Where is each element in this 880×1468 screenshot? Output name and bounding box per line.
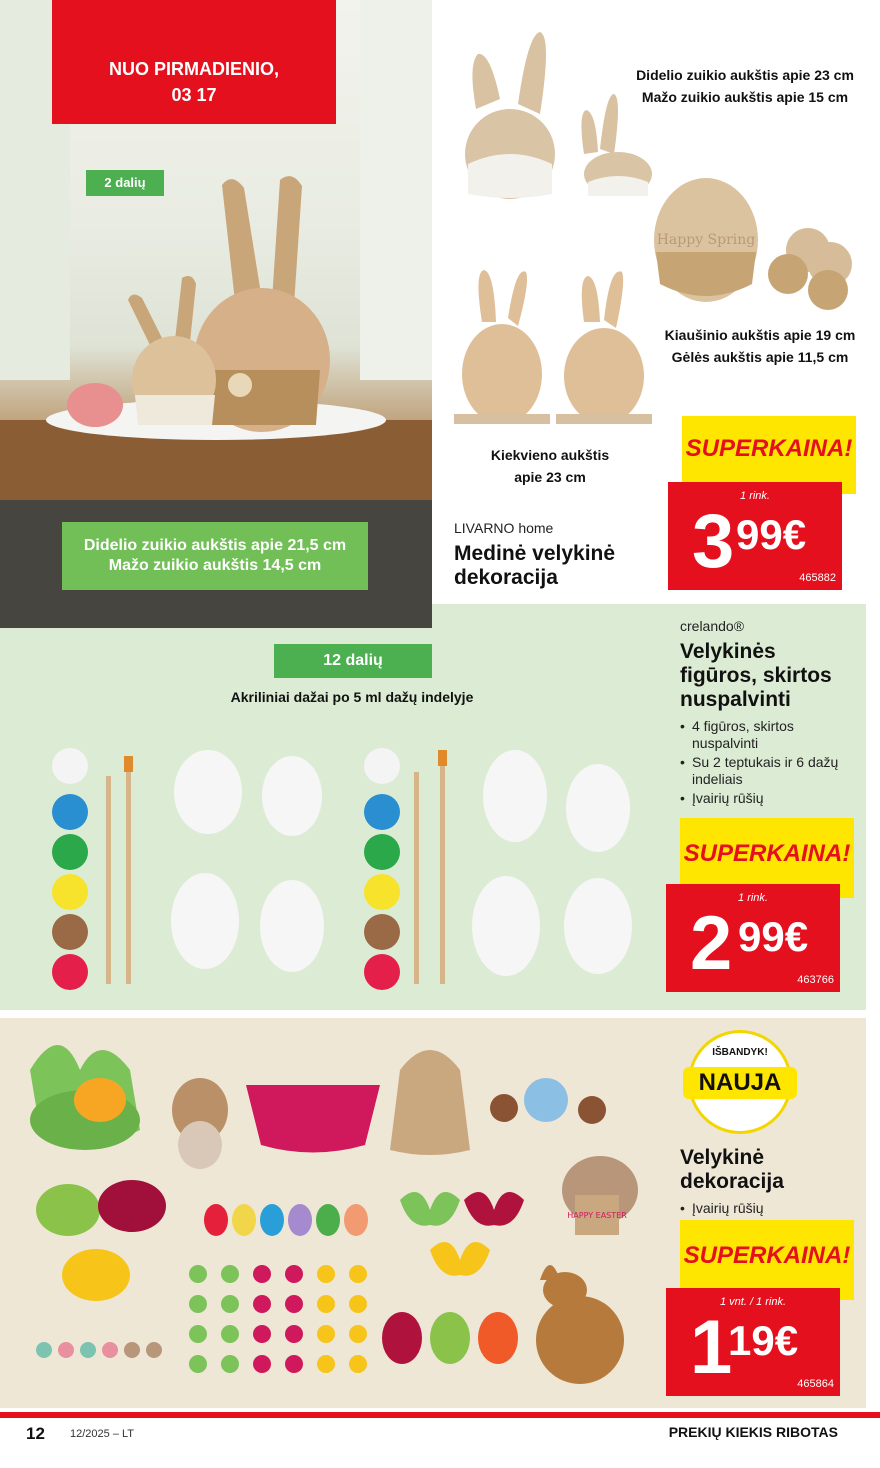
product2-title-line3: nuspalvinti xyxy=(680,688,791,711)
sticker-grid xyxy=(186,1262,367,1392)
product3-title xyxy=(680,1146,866,1194)
date-banner xyxy=(52,0,336,124)
product3-superkaina-label: SUPERKAINA! xyxy=(680,1220,854,1300)
product3-title-line2: dekoracija xyxy=(680,1170,784,1193)
paint-pots-left xyxy=(52,748,88,990)
product2-title-line1: Velykinės xyxy=(680,640,776,663)
bunnies-caption-line2: Mažo zuikio aukštis apie 15 cm xyxy=(641,89,849,105)
product2-feature-2: • Su 2 teptukais ir 6 dažų indeliais xyxy=(680,754,858,788)
product2-brand: crelando® xyxy=(680,618,745,634)
product1-price-unit: 1 rink. xyxy=(740,490,770,502)
egg-caption-line2: Gėlės aukštis apie 11,5 cm xyxy=(671,349,849,365)
product3-price-box xyxy=(666,1288,840,1396)
product2-feature-1: • 4 figūros, skirtos nuspalvinti xyxy=(680,718,858,752)
product1-sku: 465882 xyxy=(799,572,836,584)
product3-price-integer: 1 xyxy=(690,1305,733,1390)
product2-price-integer: 2 xyxy=(690,901,733,986)
product1-superkaina-label: SUPERKAINA! xyxy=(682,416,856,494)
egg-and-flower-illustration xyxy=(648,172,858,312)
bunnies-dimensions-caption xyxy=(610,64,880,108)
bunnies-caption-line1: Didelio zuikio aukštis apie 23 cm xyxy=(636,67,854,83)
product2-price-decimal: 99€ xyxy=(738,913,809,960)
textured-bunnies-illustration xyxy=(450,262,660,432)
product1-brand: LIVARNO home xyxy=(454,520,554,536)
product1-title-line2: dekoracija xyxy=(454,566,558,589)
sign-text: HAPPY EASTER xyxy=(567,1211,627,1220)
product1-price-integer: 3 xyxy=(692,499,735,584)
product3-title-line1: Velykinė xyxy=(680,1146,765,1169)
footer-divider xyxy=(0,1412,880,1418)
product3-features-list xyxy=(680,1200,858,1219)
paint-figures-illustration xyxy=(30,716,670,996)
issue-label: 12/2025 – LT xyxy=(70,1428,135,1440)
product1-price-decimal: 99€ xyxy=(736,511,807,558)
product3-sku: 465864 xyxy=(797,1378,834,1390)
egg-text: Happy Spring xyxy=(656,232,756,248)
product2-pieces-tag: 12 dalių xyxy=(274,644,432,678)
pieces-tag: 2 dalių xyxy=(86,170,164,196)
egg-dimensions-caption xyxy=(640,324,880,368)
product2-superkaina-label: SUPERKAINA! xyxy=(680,818,854,898)
paint-pots-right xyxy=(364,748,400,990)
each-caption-line1: Kiekvieno aukštis xyxy=(490,447,610,463)
product2-title-line2: figūros, skirtos xyxy=(680,664,832,687)
product2-price-unit: 1 rink. xyxy=(738,892,768,904)
date-banner-line1: NUO PIRMADIENIO, xyxy=(108,59,279,79)
product2-features-list xyxy=(680,718,858,809)
product2-sku: 463766 xyxy=(797,974,834,986)
badge-main-text: NAUJA xyxy=(683,1067,797,1099)
photo-caption-line1: Didelio zuikio aukštis apie 21,5 cm xyxy=(83,537,347,554)
each-dimensions-caption xyxy=(470,444,630,488)
product1-price-box xyxy=(668,482,842,590)
product1-title-line1: Medinė velykinė xyxy=(454,542,616,565)
product2-title xyxy=(680,640,866,712)
each-caption-line2: apie 23 cm xyxy=(514,469,586,485)
new-product-badge xyxy=(688,1030,792,1134)
product3-price-unit: 1 vnt. / 1 rink. xyxy=(719,1296,787,1308)
photo-caption-line2: Mažo zuikio aukštis 14,5 cm xyxy=(108,557,322,574)
limited-quantity-notice: PREKIŲ KIEKIS RIBOTAS xyxy=(668,1424,838,1440)
photo-dimensions-caption xyxy=(62,522,368,590)
wooden-bunnies-illustration xyxy=(448,24,668,204)
product2-feature-3: • Įvairių rūšių xyxy=(680,790,858,807)
product2-price-box xyxy=(666,884,840,992)
date-banner-line2: 03 17 xyxy=(171,85,217,105)
egg-caption-line1: Kiaušinio aukštis apie 19 cm xyxy=(664,327,856,343)
product2-paints-caption: Akriliniai dažai po 5 ml dažų indelyje xyxy=(230,689,474,705)
product3-feature-1: • Įvairių rūšių xyxy=(680,1200,858,1217)
photo-bottom-strip xyxy=(0,604,432,628)
product1-title xyxy=(454,542,664,590)
easter-decorations-illustration xyxy=(20,1030,660,1400)
page-number: 12 xyxy=(26,1424,45,1443)
badge-top-text: IŠBANDYK! xyxy=(712,1047,768,1058)
product3-price-decimal: 19€ xyxy=(728,1317,799,1364)
